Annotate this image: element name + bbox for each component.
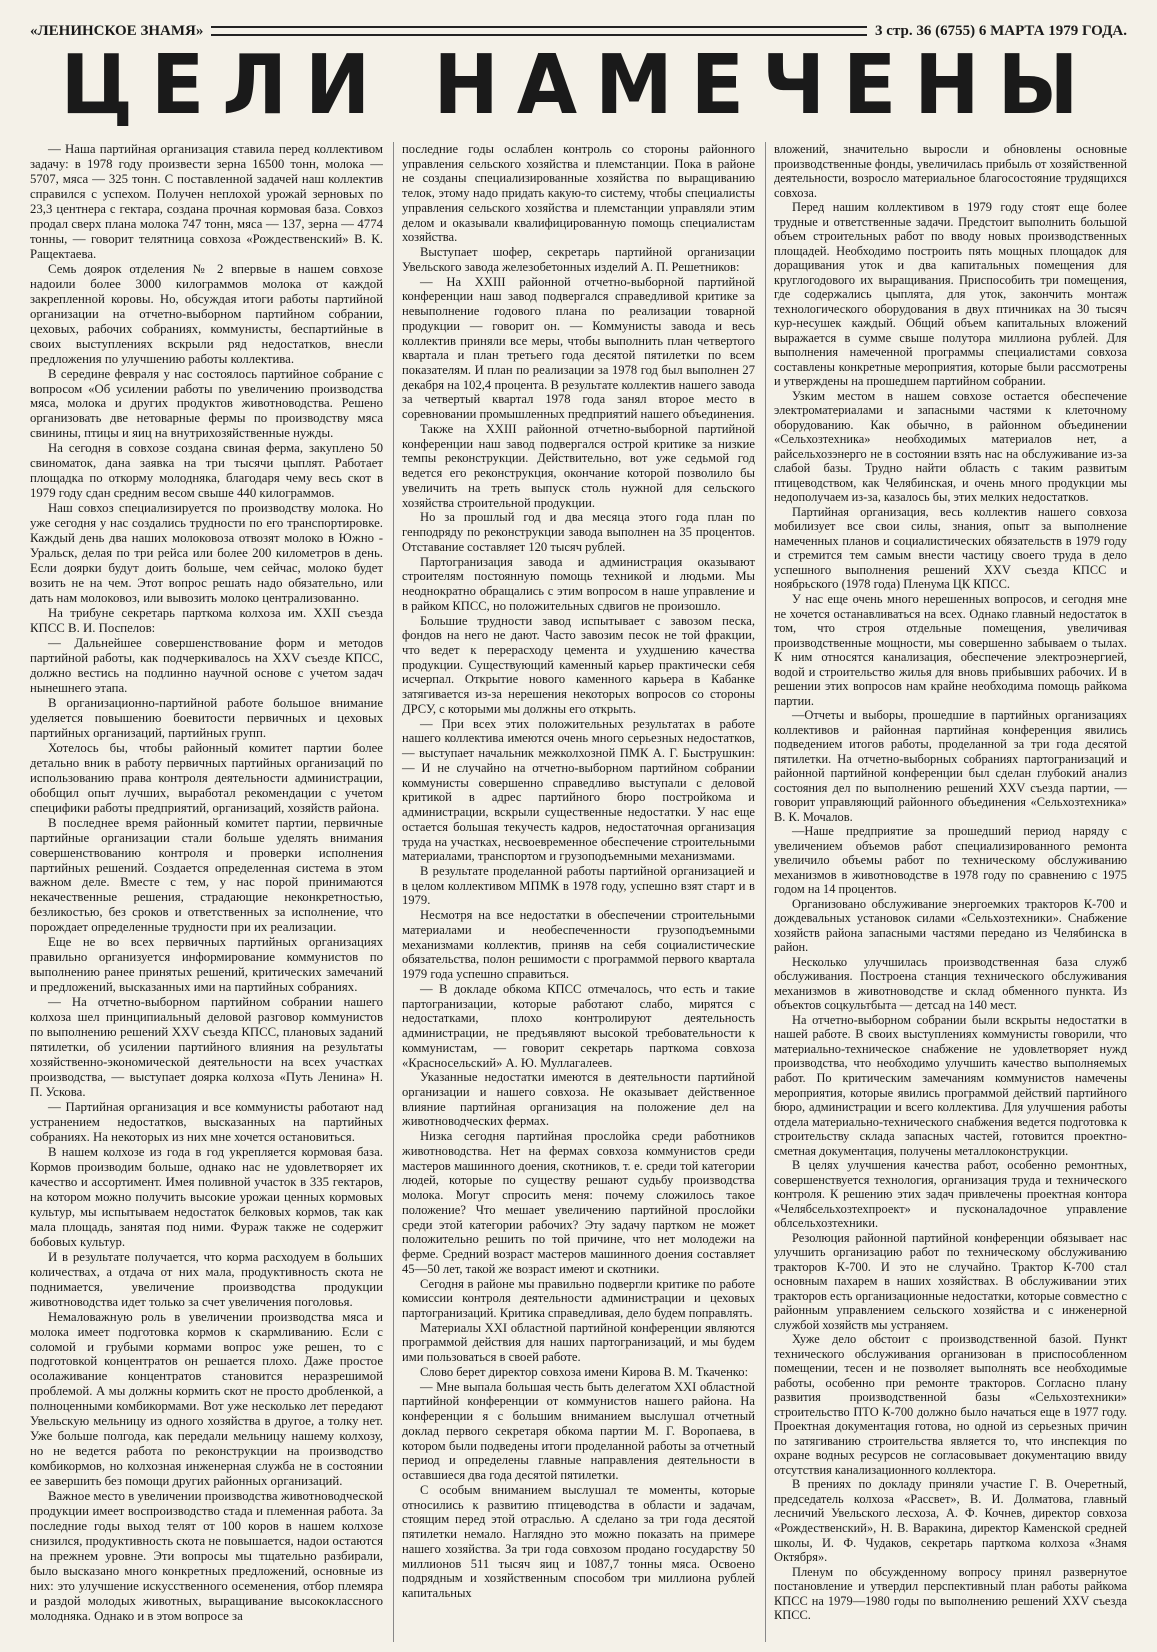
article-paragraph: Выступает шофер, секретарь партийной организации Увельского завода железобетонных изделий А. П. Решетников: [402,245,755,274]
article-paragraph: Наш совхоз специализируется по производству молока. Но уже сегодня у нас создались трудности по его транспортировке. Каждый день два наших молоковоза отвозят молоко в Южно - Уральск, делая по три рейса или более 200 километров в день. Если доярки будут доить больше, чем сейчас, молоко будет возить не на чем. Этот вопрос решать надо обязательно, или дать нам молоковоз, или вывозить молоко централизованно. [30,501,383,606]
article-paragraph: Важное место в увеличении производства животноводческой продукции имеет воспроизводство стада и племенная работа. За последние годы выход телят от 100 коров в нашем колхозе снизился, продуктивность скота не повышается, надои остаются на прежнем уровне. Эти вопросы мы тщательно разбирали, было высказано много конкретных предложений, основные из них: это улучшение искусственного осеменения, отбор племяра и раздой молодых животных, выращивание высококлассного молодняка. Однако и в этом вопросе за [30,1489,383,1623]
article-paragraph: — При всех этих положительных результатах в работе нашего коллектива имеются очень много серьезных недостатков, — выступает начальник межколхозной ПМК А. Г. Быструшкин: — И не случайно на отчетно-выборном партийном собрании коммунисты совершенно справедливо выступали с деловой критикой в адрес партийного бюро постройкома и администрации, вскрыли существенные недостатки. У нас еще остается большая текучесть кадров, недостаточная организация труда на участках, несвоевременное обеспечение строительными материалами, транспортом и грузоподъемными механизмами. [402,716,755,864]
article-paragraph: — На XXIII районной отчетно-выборной партийной конференции наш завод подвергался справедливой критике за невыполнение годового плана по реализации товарной продукции — говорит он. — Коммунисты завода и весь коллектив приняли все меры, чтобы выполнить план четвертого квартала и план третьего года десятой пятилетки по всем показателям. И план по реализации за 1978 год был выполнен 27 декабря на 102,4 процента. В результате коллектив нашего завода за четвертый квартал 1978 года занял второе место в соревновании промышленных предприятий нашего объединения. [402,274,755,422]
article-paragraph: И в результате получается, что корма расходуем в больших количествах, а отдача от них мала, продуктивность скота не поднимается, увеличение производства продукции животноводства идет только за счет увеличения поголовья. [30,1249,383,1309]
column-3 [765,142,1127,1642]
article-paragraph: В организационно-партийной работе большое внимание уделяется повышению боевитости первичных и цеховых партийных организаций, партийных групп. [30,695,383,740]
article-paragraph: В середине февраля у нас состоялось партийное собрание с вопросом «Об усилении работы по увеличению производства мяса, молока и других продуктов животноводства. Решено организовать две нетоварные фермы по производству мяса свинины, птицы и яиц на внутрихозяйственные нужды. [30,366,383,441]
article-paragraph: На отчетно-выборном собрании были вскрыты недостатки в нашей работе. В своих выступлениях коммунисты говорили, что материально-техническое снабжение не удовлетворяет нужд производства, что необходимо улучшить качество выполняемых работ. По критическим замечаниям коммунистов намечены мероприятия, которые явились программой действий партийного бюро, администрации и всего коллектива. Для улучшения работы отдела материально-технического снабжения ведется подготовка к строительству склада запасных частей, готовится проектно-сметная документация, получены металлоконструкции. [774,1012,1127,1158]
article-paragraph: Указанные недостатки имеются в деятельности партийной организации и нашего совхоза. Не оказывает действенное влияние партийная организация на положение дел на животноводческих фермах. [402,1070,755,1129]
article-paragraph: —Наше предприятие за прошедший период наряду с увеличением объемов работ специализированного ремонта увеличило объемы работ по техническому обслуживанию механизмов в животноводстве в 1978 году по сравнению с 1975 годом на 14 процентов. [774,824,1127,897]
article-paragraph: — Наша партийная организация ставила перед коллективом задачу: в 1978 году произвести зерна 16500 тонн, молока — 5707, мяса — 325 тонн. С поставленной задачей наш коллектив справился с успехом. Получен неплохой урожай зерновых по 23,3 центнера с гектара, создана прочная кормовая база. Совхоз продал сверх плана молока 747 тонн, мяса — 137, зерна — 4774 тонны, — говорит телятница совхоза «Рождественский» В. К. Ращектаева. [30,142,383,261]
article-paragraph: У нас еще очень много нерешенных вопросов, и сегодня мне не хочется останавливаться на всех. Однако главный недостаток в том, что строя отдельные помещения, увеличивая производственные мощности, мы совершенно забываем о тылах. К ним относятся канализация, обеспечение электроэнергией, водой и строительство жилья для вновь прибывших рабочих. И в решении этих вопросов нам крайне необходима помощь райкома партии. [774,591,1127,708]
article-paragraph: Несмотря на все недостатки в обеспечении строительными материалами и необеспеченности грузоподъемными механизмами коллектив, приняв на себя социалистические обязательства, полон решимости с программой первого квартала 1979 года успешно справиться. [402,908,755,982]
article-paragraph: В нашем колхозе из года в год укрепляется кормовая база. Кормов производим больше, однако нас не удовлетворяет их качество и ассортимент. Имея поливной участок в 335 гектаров, на котором можно получить высокие урожаи ценных кормовых культур, мы испытываем недостаток белковых кормов, так как мала площадь, занятая под ними. Фураж также не содержит бобовых культур. [30,1144,383,1249]
article-paragraph: Партогранизация завода и администрация оказывают строителям постоянную помощь техникой и людьми. Мы неоднократно обращались с этим вопросом в наше управление и в райком КПСС, но положительных сдвигов не произошло. [402,554,755,613]
masthead-rule [211,26,867,36]
newspaper-name: «ЛЕНИНСКОЕ ЗНАМЯ» [30,22,204,39]
article-body [30,142,1127,1642]
article-paragraph: Хуже дело обстоит с производственной базой. Пункт технического обслуживания организован в приспособленном помещении, тесен и не позволяет выполнять все необходимые работы, особенно при ремонте тракторов. Согласно плану развития производственной базы «Сельхозтехники» строительство ПТО К-700 должно было начаться еще в 1977 году. Проектная документация готова, но одной из серьезных причин по затягиванию строительства является то, что инспекция по охране водных ресурсов не согласовывает документацию ввиду отсутствия канализационного коллектора. [774,1332,1127,1477]
article-paragraph: Немаловажную роль в увеличении производства мяса и молока имеет подготовка кормов к скармливанию. Если с соломой и грубыми кормами вопрос уже решен, то с подготовкой концентратов он решается плохо. Даже простое осолаживание концентратов становится неразрешимой проблемой. А мы должны кормить скот не просто дробленкой, а полноценными комбикормами. Вот уже несколько лет передают Увельскую мельницу из одного хозяйства в другое, а толку нет. Уже больше полгода, как передали мельницу нашему колхозу, но не ведется работа по реконструкции на производство комбикормов, но колхозная инженерная служба не в состоянии ее завершить без помощи других районных организаций. [30,1309,383,1489]
column-2 [393,142,755,1642]
article-paragraph: Большие трудности завод испытывает с завозом песка, фондов на него не дают. Часто завозим песок не той фракции, что ведет к перерасходу цемента и ухудшению качества продукции. Существующий каменный карьер практически себя исчерпал. Открытие нового каменного карьера в Кабанке затягивается из-за нерешения некоторых вопросов со стороны ДРСУ, с которыми мы должны его открыть. [402,613,755,716]
article-paragraph: Организовано обслуживание энергоемких тракторов К-700 и дождевальных установок силами «Сельхозтехники». Снабжение хозяйств района запасными частями передано из Челябинска в район. [774,896,1127,955]
article-paragraph: Сегодня в районе мы правильно подвергли критике по работе комиссии контроля деятельности администрации и цеховых партогранизаций. Критика справедливая, дело будем поправлять. [402,1276,755,1321]
article-paragraph: последние годы ослаблен контроль со стороны районного управления сельского хозяйства и племстанции. Пока в районе не созданы специализированные хозяйства по выращиванию телок, этому надо придать какую-то систему, чтобы специалисты управления сельского хозяйства и племстанции управляли этим делом и оказывали квалифицированную помощь специалистам хозяйства. [402,142,755,245]
article-paragraph: Узким местом в нашем совхозе остается обеспечение электроматериалами и запасными частями к клеточному оборудованию. Как обычно, в районном объединении «Сельхозтехника» необходимых материалов нет, а райсельхозэнерго не в состоянии взять нас на обслуживание из-за слабой базы. Трудно найти область с таким развитым птицеводством, как Челябинская, и очень много продукции мы недополучаем из-за, казалось бы, этих мелких недостатков. [774,388,1127,505]
article-paragraph: — Мне выпала большая честь быть делегатом XXI областной партийной конференции от коммунистов нашего района. На конференции я с большим вниманием выслушал отчетный доклад первого секретаря обкома партии М. Г. Воропаева, в котором были подведены итоги проделанной работы за отчетный период и определены главные направления деятельности в оставшиеся два года десятой пятилетки. [402,1379,755,1483]
article-paragraph: — Дальнейшее совершенствование форм и методов партийной работы, как подчеркивалось на XXV съезде КПСС, должно вестись на подлинно научной основе с учетом задач нынешнего этапа. [30,635,383,695]
article-paragraph: С особым вниманием выслушал те моменты, которые относились к развитию птицеводства в области и задачам, стоящим перед этой отраслью. А сделано за три года десятой пятилетки немало. Наглядно это можно показать на примере нашего хозяйства. За три года совхозом продано государству 50 миллионов 511 тысяч яиц и 1087,7 тонны мяса. Освоено подрядным и хозяйственным способом три миллиона рублей капитальных [402,1482,755,1600]
article-paragraph: Резолюция районной партийной конференции обязывает нас улучшить организацию работ по техническому обслуживанию тракторов К-700. И это не случайно. Трактор К-700 стал основным пахарем в наших хозяйствах. В обслуживании этих тракторов есть организационные недостатки, которые совместно с районным управлением сельского хозяйства и с инженерной службой хозяйств мы устраняем. [774,1230,1127,1332]
article-paragraph: — Партийная организация и все коммунисты работают над устранением недостатков, высказанных на партийных собраниях. На некоторых из них мне хочется остановиться. [30,1100,383,1144]
article-paragraph: —Отчеты и выборы, прошедшие в партийных организациях коллективов и районная партийная конференция явились подведением итогов работы, проделанной за три года десятой пятилетки. На отчетно-выборных собраниях партогранизаций и районной партийной конференции был сделан глубокий анализ состояния дел по выполнению решений XXV съезда партии, — говорит управляющий районного объединения «Сельхозтехника» В. К. Мочалов. [774,708,1127,824]
article-paragraph: Еще не во всех первичных партийных организациях правильно организуется информирование коммунистов по выполнению ранее принятых решений, критических замечаний и предложений, высказанных ими на партийных собраниях. [30,935,383,995]
article-paragraph: Семь доярок отделения № 2 впервые в нашем совхозе надоили более 3000 килограммов молока от каждой закрепленной коровы. Но, обсуждая итоги работы партийной организации на отчетно-выборном партийном собрании, цеховых, рабочих собраниях, коммунисты, беспартийные в своих выступлениях вскрыли ряд недостатков, внесли предложения по улучшению работы коллектива. [30,261,383,366]
article-paragraph: В целях улучшения качества работ, особенно ремонтных, совершенствуется технология, организация труда и технического контроля. К решению этих задач привлечены проектная контора «Челябсельхозтехпроект» и пусконаладочное управление облсельхозтехники. [774,1158,1127,1231]
article-paragraph: Хотелось бы, чтобы районный комитет партии более детально вник в работу первичных партийных организаций по использованию права контроля деятельности администрации, обобщил опыт лучших, выработал рекомендации с учетом специфики работы предприятий, организаций, хозяйств района. [30,740,383,815]
article-paragraph: вложений, значительно выросли и обновлены основные производственные фонды, увеличилась прибыль от хозяйственной деятельности, возросло материальное благосостояние трудящихся совхоза. [774,142,1127,200]
article-paragraph: Слово берет директор совхоза имени Кирова В. М. Ткаченко: [420,1364,749,1379]
article-paragraph: Перед нашим коллективом в 1979 году стоят еще более трудные и ответственные задачи. Предстоит выполнить большой объем строительных работ по вводу новых производственных площадей. Необходимо построить пять мощных площадок для доращивания уток и два капитальных помещения для круглогодового их выращивания. Приспособить три помещения, где содержались цыплята, для уток, закончить монтаж технологического оборудования в двух птичниках на 30 тысяч кур-несушек каждый. Общий объем капитальных вложений выражается в сумме свыше полутора миллиона рублей. Для выполнения намеченной программы специалистами совхоза составлены конкретные мероприятия, которые были рассмотрены и утверждены на прошедшем партийном собрании. [774,200,1127,389]
article-paragraph: Пленум по обсужденному вопросу принял развернутое постановление и утвердил перспективный план работы райкома КПСС на 1979—1980 годы по выполнению решений XXV съезда КПСС. [774,1564,1127,1623]
article-paragraph: — На отчетно-выборном партийном собрании нашего колхоза шел принципиальный деловой разговор коммунистов по выполнению решений XXV съезда КПСС, плановых заданий пятилетки, об усилении партийного влияния на результаты хозяйственно-экономической деятельности на всех участках производства, — выступает доярка колхоза «Путь Ленина» Н. П. Ускова. [30,995,383,1100]
article-paragraph: Несколько улучшилась производственная база служб обслуживания. Построена станция технического обслуживания механизмов в животноводстве и склад обменного пункта. Из объектов соцкультбыта — детсад на 140 мест. [774,954,1127,1013]
article-paragraph: Также на XXIII районной отчетно-выборной партийной конференции наш завод подвергался острой критике за низкие темпы реконструкции. Действительно, вот уже седьмой год ведется его реконструкция, окончание которой позволило бы увеличить на треть выпуск столь нужной для сельского хозяйства строительной продукции. [402,421,755,510]
article-paragraph: На трибуне секретарь парткома колхоза им. XXII съезда КПСС В. И. Поспелов: [30,606,383,635]
article-paragraph: На сегодня в совхозе создана свиная ферма, закуплено 50 свиноматок, дана заявка на три тысячи цыплят. Работает площадка по откорму молодняка, благодаря чему весь скот в 1979 году сдан средним весом свыше 440 килограммов. [30,441,383,501]
article-paragraph: В прениях по докладу приняли участие Г. В. Очеретный, председатель колхоза «Рассвет», В. И. Долматова, главный лесничий Увельского лесхоза, А. Ф. Кочнев, директор совхоза «Рождественский», Н. В. Варакина, директор Каменской средней школы, И. Ф. Чудаков, секретарь парткома колхоза «Знамя Октября». [774,1477,1127,1565]
article-paragraph: В результате проделанной работы партийной организацией и в целом коллективом МПМК в 1978 году, успешно взят старт и в 1979. [402,863,755,908]
article-paragraph: Партийная организация, весь коллектив нашего совхоза мобилизует все свои силы, знания, опыт за выполнение намеченных планов и социалистических обязательств в 1979 году и стремится тем самым внести частицу своего труда в дело успешного выполнения решений XXV съезда КПСС и ноябрьского (1978 года) Пленума ЦК КПСС. [774,504,1127,592]
headline: ЦЕЛИ НАМЕЧЕНЫ [60,38,1097,134]
article-paragraph: В последнее время районный комитет партии, первичные партийные организации стали больше уделять внимания совершенствованию контроля и проверки исполнения партийных решений. Создается определенная система в этом важном деле. Вместе с тем, у нас порой принимаются некачественные решения, страдающие неконкретностью, безликостью, без сроков и ответственных за исполнение, что порождает определенные трудности при их реализации. [30,815,383,935]
article-paragraph: Материалы XXI областной партийной конференции являются программой действия для наших партогранизаций, и мы будем ими пользоваться в своей работе. [402,1320,755,1365]
article-paragraph: Низка сегодня партийная прослойка среди работников животноводства. Нет на фермах совхоза коммунистов среди мастеров машинного доения, скотников, т. е. среди той категории людей, которые по существу решают судьбу производства молока. Могут спросить меня: почему сложилось такое положение? Что мешает увеличению партийной прослойки среди этой категории рабочих? Эту задачу партком не может положительно решить по той причине, что нет молодежи на ферме. Средний возраст мастеров машинного доения составляет 45—50 лет, такой же возраст имеют и скотники. [402,1129,755,1276]
article-paragraph: Но за прошлый год и два месяца этого года план по генподряду по реконструкции завода выполнен на 35 процентов. Отставание составляет 120 тысяч рублей. [402,510,755,554]
article-paragraph: — В докладе обкома КПСС отмечалось, что есть и такие партогранизации, которые работают слабо, мирятся с недостатками, плохо контролируют деятельность администрации, не предъявляют высокой требовательности к коммунистам, — говорит секретарь парткома совхоза «Красносельский» А. Ю. Муллагалеев. [402,981,755,1070]
column-1 [30,142,383,1642]
issue-info: 3 стр. 36 (6755) 6 МАРТА 1979 ГОДА. [875,22,1127,39]
